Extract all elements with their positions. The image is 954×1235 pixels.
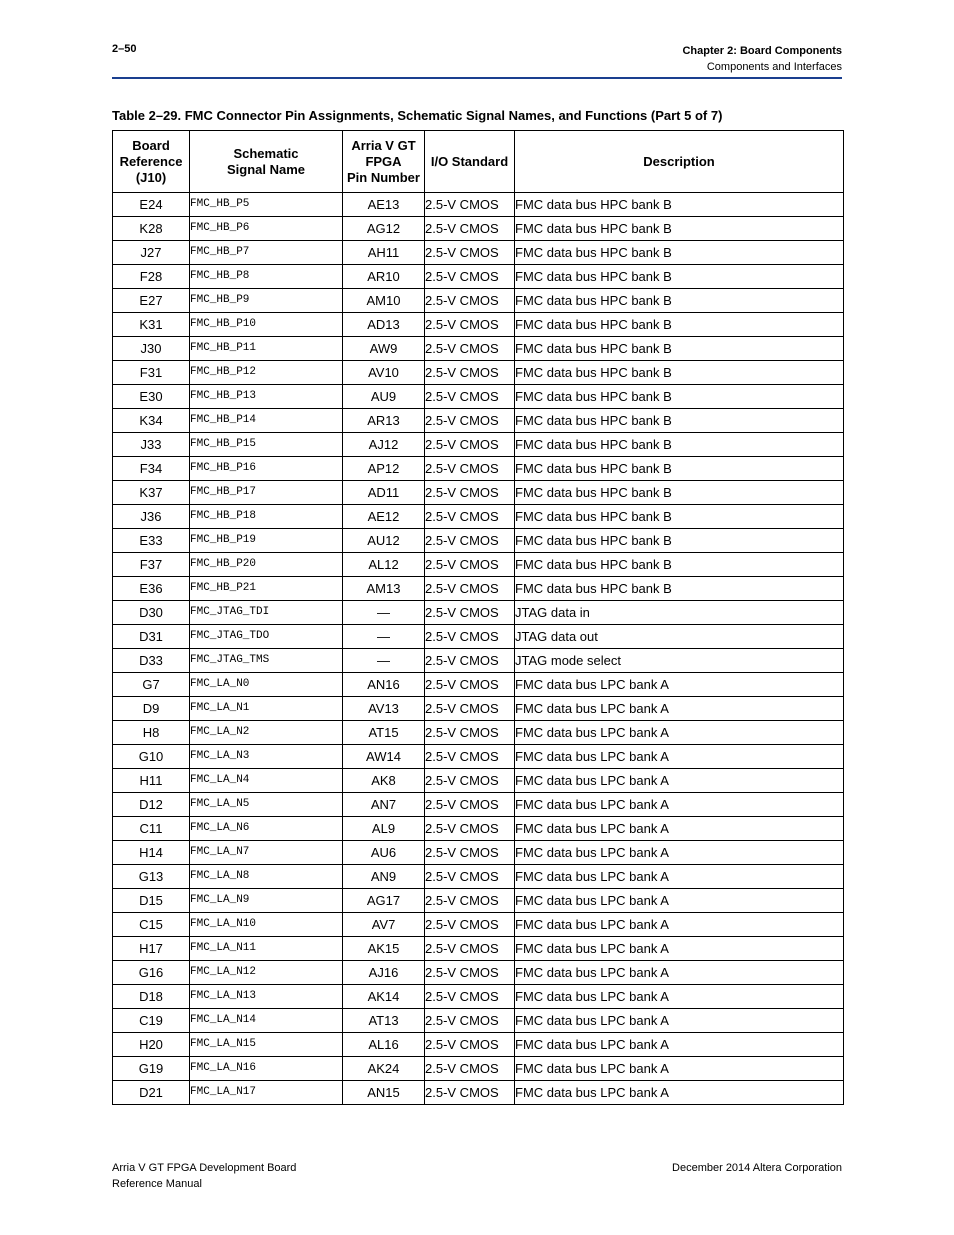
signal-name-cell: FMC_HB_P8 (190, 265, 343, 289)
table-row (113, 1009, 844, 1033)
header-line: Pin Number (347, 169, 420, 185)
table-row (113, 841, 844, 865)
io-standard-cell: 2.5-V CMOS (425, 625, 515, 649)
io-standard-cell: 2.5-V CMOS (425, 241, 515, 265)
description-cell: FMC data bus HPC bank B (515, 553, 844, 577)
board-reference-cell: D15 (113, 889, 190, 913)
table-row (113, 673, 844, 697)
io-standard-cell: 2.5-V CMOS (425, 289, 515, 313)
io-standard-header (425, 131, 515, 193)
board-reference-cell: J36 (113, 505, 190, 529)
table-row (113, 1033, 844, 1057)
signal-name-cell: FMC_HB_P7 (190, 241, 343, 265)
table-row (113, 193, 844, 217)
board-reference-cell: D21 (113, 1081, 190, 1105)
table-row (113, 457, 844, 481)
fpga-pin-cell: AN16 (343, 673, 425, 697)
io-standard-cell: 2.5-V CMOS (425, 769, 515, 793)
header-line: Reference (119, 153, 183, 169)
header-line: Description (643, 153, 715, 169)
signal-name-cell: FMC_HB_P17 (190, 481, 343, 505)
fpga-pin-cell: AW14 (343, 745, 425, 769)
board-reference-cell: D33 (113, 649, 190, 673)
description-cell: FMC data bus HPC bank B (515, 193, 844, 217)
description-cell: FMC data bus HPC bank B (515, 385, 844, 409)
signal-name-cell: FMC_LA_N7 (190, 841, 343, 865)
io-standard-cell: 2.5-V CMOS (425, 961, 515, 985)
signal-name-cell: FMC_HB_P16 (190, 457, 343, 481)
table-row (113, 601, 844, 625)
io-standard-cell: 2.5-V CMOS (425, 337, 515, 361)
fpga-pin-cell: AE13 (343, 193, 425, 217)
table-row (113, 745, 844, 769)
fpga-pin-cell: AE12 (343, 505, 425, 529)
board-reference-cell: J33 (113, 433, 190, 457)
table-row (113, 577, 844, 601)
fpga-pin-cell: AD13 (343, 313, 425, 337)
description-cell: FMC data bus HPC bank B (515, 529, 844, 553)
table-row (113, 793, 844, 817)
board-reference-cell: K28 (113, 217, 190, 241)
footer-doc-title (112, 1160, 296, 1192)
signal-name-cell: FMC_HB_P14 (190, 409, 343, 433)
table-row (113, 529, 844, 553)
io-standard-cell: 2.5-V CMOS (425, 577, 515, 601)
signal-name-cell: FMC_LA_N15 (190, 1033, 343, 1057)
table-caption: Table 2–29. FMC Connector Pin Assignments, Schematic Signal Names, and Functions (Part 5 of 7) (112, 108, 723, 123)
table-row (113, 961, 844, 985)
description-cell: FMC data bus LPC bank A (515, 913, 844, 937)
fpga-pin-cell: AL12 (343, 553, 425, 577)
signal-name-cell: FMC_HB_P5 (190, 193, 343, 217)
io-standard-cell: 2.5-V CMOS (425, 1009, 515, 1033)
chapter-title: Chapter 2: Board Components (682, 45, 842, 57)
header-line: (J10) (135, 169, 167, 185)
board-reference-cell: H17 (113, 937, 190, 961)
io-standard-cell: 2.5-V CMOS (425, 1033, 515, 1057)
description-cell: FMC data bus LPC bank A (515, 697, 844, 721)
board-reference-cell: K34 (113, 409, 190, 433)
fpga-pin-cell: AG12 (343, 217, 425, 241)
io-standard-cell: 2.5-V CMOS (425, 865, 515, 889)
fpga-pin-cell: AU9 (343, 385, 425, 409)
fpga-pin-cell: AK14 (343, 985, 425, 1009)
io-standard-cell: 2.5-V CMOS (425, 481, 515, 505)
signal-name-cell: FMC_LA_N1 (190, 697, 343, 721)
fpga-pin-cell: AN9 (343, 865, 425, 889)
board-reference-cell: J30 (113, 337, 190, 361)
board-reference-cell: E27 (113, 289, 190, 313)
io-standard-cell: 2.5-V CMOS (425, 793, 515, 817)
board-reference-cell: H8 (113, 721, 190, 745)
io-standard-cell: 2.5-V CMOS (425, 841, 515, 865)
description-cell: JTAG data out (515, 625, 844, 649)
io-standard-cell: 2.5-V CMOS (425, 265, 515, 289)
schematic-signal-header (190, 131, 343, 193)
description-cell: FMC data bus LPC bank A (515, 721, 844, 745)
table-header-row (113, 131, 844, 193)
header-line: Board (132, 137, 170, 153)
table-row (113, 1081, 844, 1105)
description-cell: FMC data bus LPC bank A (515, 769, 844, 793)
board-reference-cell: D9 (113, 697, 190, 721)
board-reference-cell: F28 (113, 265, 190, 289)
table-row (113, 289, 844, 313)
signal-name-cell: FMC_LA_N8 (190, 865, 343, 889)
table-row (113, 265, 844, 289)
table-row (113, 409, 844, 433)
io-standard-cell: 2.5-V CMOS (425, 1057, 515, 1081)
board-reference-cell: E24 (113, 193, 190, 217)
description-cell: FMC data bus HPC bank B (515, 433, 844, 457)
fpga-pin-cell: AH11 (343, 241, 425, 265)
description-cell: FMC data bus HPC bank B (515, 337, 844, 361)
table-row (113, 889, 844, 913)
signal-name-cell: FMC_LA_N10 (190, 913, 343, 937)
board-reference-cell: F37 (113, 553, 190, 577)
fpga-pin-cell: AN7 (343, 793, 425, 817)
table-row (113, 913, 844, 937)
signal-name-cell: FMC_LA_N5 (190, 793, 343, 817)
io-standard-cell: 2.5-V CMOS (425, 697, 515, 721)
fpga-pin-cell: AL9 (343, 817, 425, 841)
description-cell: FMC data bus LPC bank A (515, 673, 844, 697)
board-reference-cell: E30 (113, 385, 190, 409)
footer-title-line2: Reference Manual (112, 1178, 202, 1190)
signal-name-cell: FMC_JTAG_TDO (190, 625, 343, 649)
header-line: FPGA (365, 153, 402, 169)
fpga-pin-cell: AK24 (343, 1057, 425, 1081)
board-reference-cell: H11 (113, 769, 190, 793)
signal-name-cell: FMC_LA_N14 (190, 1009, 343, 1033)
section-title: Components and Interfaces (706, 61, 842, 73)
fpga-pin-cell: AN15 (343, 1081, 425, 1105)
description-cell: FMC data bus LPC bank A (515, 1081, 844, 1105)
board-reference-cell: D12 (113, 793, 190, 817)
board-reference-cell: K37 (113, 481, 190, 505)
board-reference-cell: F34 (113, 457, 190, 481)
table-row (113, 769, 844, 793)
fpga-pin-cell: AD11 (343, 481, 425, 505)
io-standard-cell: 2.5-V CMOS (425, 313, 515, 337)
board-reference-cell: E36 (113, 577, 190, 601)
fpga-pin-cell: AP12 (343, 457, 425, 481)
board-reference-cell: G13 (113, 865, 190, 889)
table-row (113, 553, 844, 577)
signal-name-cell: FMC_LA_N3 (190, 745, 343, 769)
fpga-pin-cell: AL16 (343, 1033, 425, 1057)
description-cell: FMC data bus LPC bank A (515, 889, 844, 913)
io-standard-cell: 2.5-V CMOS (425, 409, 515, 433)
fpga-pin-cell: — (343, 625, 425, 649)
fpga-pin-cell: AW9 (343, 337, 425, 361)
signal-name-cell: FMC_LA_N17 (190, 1081, 343, 1105)
fpga-pin-cell: AR13 (343, 409, 425, 433)
table-row (113, 937, 844, 961)
description-cell: FMC data bus HPC bank B (515, 481, 844, 505)
table-row (113, 865, 844, 889)
fpga-pin-cell: AT13 (343, 1009, 425, 1033)
footer-date-company: December 2014 Altera Corporation (672, 1162, 842, 1174)
signal-name-cell: FMC_HB_P20 (190, 553, 343, 577)
table-row (113, 721, 844, 745)
header-line: Signal Name (226, 161, 306, 177)
table-row (113, 649, 844, 673)
running-header (682, 43, 842, 75)
description-cell: FMC data bus LPC bank A (515, 937, 844, 961)
table-row (113, 433, 844, 457)
description-cell: FMC data bus HPC bank B (515, 217, 844, 241)
table-row (113, 337, 844, 361)
io-standard-cell: 2.5-V CMOS (425, 505, 515, 529)
signal-name-cell: FMC_JTAG_TMS (190, 649, 343, 673)
fpga-pin-cell: AR10 (343, 265, 425, 289)
table-row (113, 481, 844, 505)
fpga-pin-header (343, 131, 425, 193)
description-cell: JTAG mode select (515, 649, 844, 673)
board-reference-cell: G19 (113, 1057, 190, 1081)
io-standard-cell: 2.5-V CMOS (425, 889, 515, 913)
table-row (113, 505, 844, 529)
signal-name-cell: FMC_HB_P12 (190, 361, 343, 385)
io-standard-cell: 2.5-V CMOS (425, 385, 515, 409)
board-reference-header (113, 131, 190, 193)
description-cell: FMC data bus LPC bank A (515, 1057, 844, 1081)
pin-assignment-table (112, 130, 844, 1105)
io-standard-cell: 2.5-V CMOS (425, 817, 515, 841)
fpga-pin-cell: AK8 (343, 769, 425, 793)
signal-name-cell: FMC_HB_P6 (190, 217, 343, 241)
table-body (113, 193, 844, 1105)
table-row (113, 985, 844, 1009)
fpga-pin-cell: AV13 (343, 697, 425, 721)
fpga-pin-cell: AG17 (343, 889, 425, 913)
io-standard-cell: 2.5-V CMOS (425, 361, 515, 385)
signal-name-cell: FMC_LA_N16 (190, 1057, 343, 1081)
description-cell: FMC data bus LPC bank A (515, 985, 844, 1009)
footer-title-line1: Arria V GT FPGA Development Board (112, 1162, 297, 1174)
table-row (113, 361, 844, 385)
description-cell: FMC data bus LPC bank A (515, 1009, 844, 1033)
signal-name-cell: FMC_HB_P19 (190, 529, 343, 553)
io-standard-cell: 2.5-V CMOS (425, 217, 515, 241)
description-cell: FMC data bus HPC bank B (515, 289, 844, 313)
signal-name-cell: FMC_HB_P21 (190, 577, 343, 601)
description-cell: FMC data bus LPC bank A (515, 865, 844, 889)
description-cell: FMC data bus LPC bank A (515, 841, 844, 865)
io-standard-cell: 2.5-V CMOS (425, 649, 515, 673)
description-cell: FMC data bus LPC bank A (515, 1033, 844, 1057)
signal-name-cell: FMC_LA_N0 (190, 673, 343, 697)
board-reference-cell: C11 (113, 817, 190, 841)
description-cell: FMC data bus LPC bank A (515, 745, 844, 769)
signal-name-cell: FMC_LA_N13 (190, 985, 343, 1009)
fpga-pin-cell: AV7 (343, 913, 425, 937)
signal-name-cell: FMC_LA_N11 (190, 937, 343, 961)
fpga-pin-cell: AJ12 (343, 433, 425, 457)
signal-name-cell: FMC_HB_P18 (190, 505, 343, 529)
io-standard-cell: 2.5-V CMOS (425, 457, 515, 481)
signal-name-cell: FMC_LA_N4 (190, 769, 343, 793)
signal-name-cell: FMC_HB_P15 (190, 433, 343, 457)
board-reference-cell: K31 (113, 313, 190, 337)
header-line: I/O Standard (430, 153, 509, 169)
signal-name-cell: FMC_HB_P13 (190, 385, 343, 409)
board-reference-cell: D30 (113, 601, 190, 625)
fpga-pin-cell: — (343, 649, 425, 673)
fpga-pin-cell: AT15 (343, 721, 425, 745)
table-row (113, 625, 844, 649)
signal-name-cell: FMC_JTAG_TDI (190, 601, 343, 625)
fpga-pin-cell: AK15 (343, 937, 425, 961)
description-cell: FMC data bus LPC bank A (515, 817, 844, 841)
io-standard-cell: 2.5-V CMOS (425, 913, 515, 937)
signal-name-cell: FMC_HB_P10 (190, 313, 343, 337)
fpga-pin-cell: AU6 (343, 841, 425, 865)
board-reference-cell: G7 (113, 673, 190, 697)
board-reference-cell: D31 (113, 625, 190, 649)
fpga-pin-cell: AV10 (343, 361, 425, 385)
description-cell: FMC data bus HPC bank B (515, 409, 844, 433)
page-number: 2–50 (112, 43, 137, 55)
io-standard-cell: 2.5-V CMOS (425, 673, 515, 697)
header-line: Schematic (233, 145, 299, 161)
io-standard-cell: 2.5-V CMOS (425, 721, 515, 745)
header-line: Arria V GT (351, 137, 416, 153)
io-standard-cell: 2.5-V CMOS (425, 433, 515, 457)
io-standard-cell: 2.5-V CMOS (425, 745, 515, 769)
io-standard-cell: 2.5-V CMOS (425, 985, 515, 1009)
signal-name-cell: FMC_LA_N2 (190, 721, 343, 745)
description-cell: FMC data bus HPC bank B (515, 361, 844, 385)
signal-name-cell: FMC_LA_N12 (190, 961, 343, 985)
board-reference-cell: G16 (113, 961, 190, 985)
table-row (113, 313, 844, 337)
fpga-pin-cell: AU12 (343, 529, 425, 553)
io-standard-cell: 2.5-V CMOS (425, 193, 515, 217)
description-cell: FMC data bus HPC bank B (515, 505, 844, 529)
io-standard-cell: 2.5-V CMOS (425, 937, 515, 961)
board-reference-cell: G10 (113, 745, 190, 769)
fpga-pin-cell: — (343, 601, 425, 625)
table-row (113, 1057, 844, 1081)
description-cell: FMC data bus HPC bank B (515, 457, 844, 481)
io-standard-cell: 2.5-V CMOS (425, 529, 515, 553)
description-cell: FMC data bus HPC bank B (515, 577, 844, 601)
description-header (515, 131, 844, 193)
description-cell: FMC data bus HPC bank B (515, 265, 844, 289)
board-reference-cell: E33 (113, 529, 190, 553)
fpga-pin-cell: AJ16 (343, 961, 425, 985)
table-row (113, 385, 844, 409)
signal-name-cell: FMC_LA_N6 (190, 817, 343, 841)
table-row (113, 217, 844, 241)
table-row (113, 697, 844, 721)
table-row (113, 241, 844, 265)
board-reference-cell: D18 (113, 985, 190, 1009)
description-cell: FMC data bus HPC bank B (515, 241, 844, 265)
board-reference-cell: C19 (113, 1009, 190, 1033)
fpga-pin-cell: AM13 (343, 577, 425, 601)
board-reference-cell: H14 (113, 841, 190, 865)
io-standard-cell: 2.5-V CMOS (425, 1081, 515, 1105)
signal-name-cell: FMC_HB_P11 (190, 337, 343, 361)
signal-name-cell: FMC_LA_N9 (190, 889, 343, 913)
description-cell: FMC data bus LPC bank A (515, 961, 844, 985)
board-reference-cell: C15 (113, 913, 190, 937)
description-cell: FMC data bus LPC bank A (515, 793, 844, 817)
fpga-pin-cell: AM10 (343, 289, 425, 313)
table-row (113, 817, 844, 841)
io-standard-cell: 2.5-V CMOS (425, 601, 515, 625)
signal-name-cell: FMC_HB_P9 (190, 289, 343, 313)
board-reference-cell: H20 (113, 1033, 190, 1057)
board-reference-cell: F31 (113, 361, 190, 385)
description-cell: JTAG data in (515, 601, 844, 625)
io-standard-cell: 2.5-V CMOS (425, 553, 515, 577)
header-rule (112, 77, 842, 79)
board-reference-cell: J27 (113, 241, 190, 265)
description-cell: FMC data bus HPC bank B (515, 313, 844, 337)
